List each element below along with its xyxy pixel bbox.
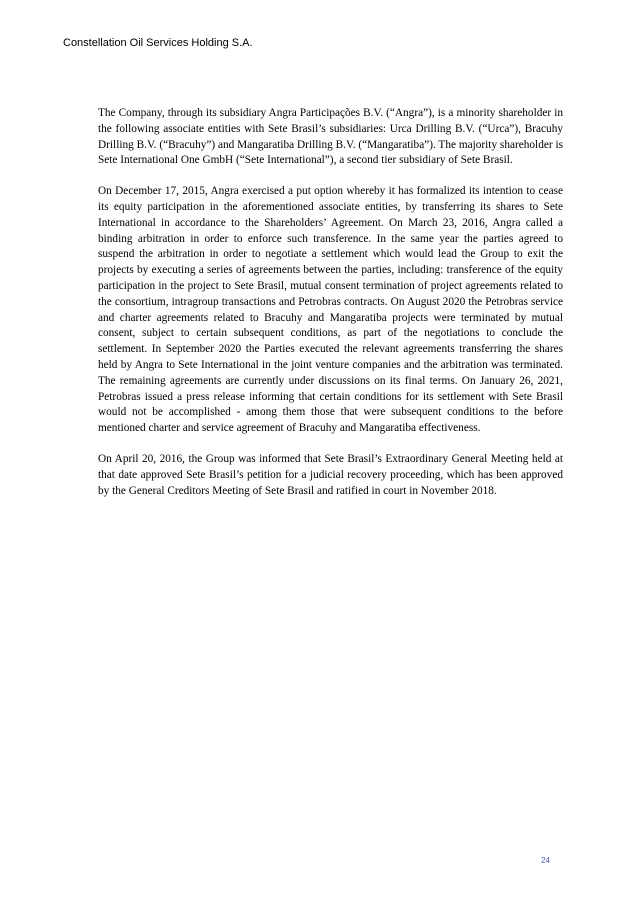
paragraph-associate-entities: The Company, through its subsidiary Angra Participações B.V. (“Angra”), is a minority shareholder in the following associate entities with Sete Brasil’s subsidiaries: Urca Drilling B.V. (“Urca”), Bracuhy Drilling B.V. (“Bracuhy”) and Mangaratiba Drilling B.V. (“Mangaratiba”). The majority shareholder is Sete International One GmbH (“Sete International”), a second tier subsidiary of Sete Brasil. [98,107,563,167]
paragraph-judicial-recovery: On April 20, 2016, the Group was informed that Sete Brasil’s Extraordinary General Meeting held at that date approved Sete Brasil’s petition for a judicial recovery proceeding, which has been approved by the General Creditors Meeting of Sete Brasil and ratified in court in November 2018. [98,452,563,497]
page-number: 24 [541,856,550,865]
document-body [98,106,563,514]
document-header: Constellation Oil Services Holding S.A. [63,37,253,49]
paragraph-put-option: On December 17, 2015, Angra exercised a put option whereby it has formalized its intention to cease its equity participation in the aforementioned associate entities, by transferring its shares to Sete International in accordance to the Shareholders’ Agreement. On March 23, 2016, Angra called a binding arbitration in order to enforce such transference. In the same year the parties agreed to suspend the arbitration in order to negotiate a settlement which would lead the Group to exit the projects by executing a series of agreements between the parties, including: transference of the equity participation in the project to Sete Brasil, mutual consent termination of project agreements related to the consortium, intragroup transactions and Petrobras contracts. On August 2020 the Petrobras service and charter agreements related to Bracuhy and Mangaratiba projects were terminated by mutual consent, subject to certain subsequent conditions, as part of the negotiations to conclude the settlement. In September 2020 the Parties executed the relevant agreements transferring the shares held by Angra to Sete International in the joint venture companies and the arbitration was terminated. The remaining agreements are currently under discussions on its final terms. On January 26, 2021, Petrobras issued a press release informing that certain conditions for its settlement with Sete Brasil would not be accomplished - among them those that were subsequent conditions to the before mentioned charter and service agreement of Bracuhy and Mangaratiba effectiveness. [98,185,563,435]
